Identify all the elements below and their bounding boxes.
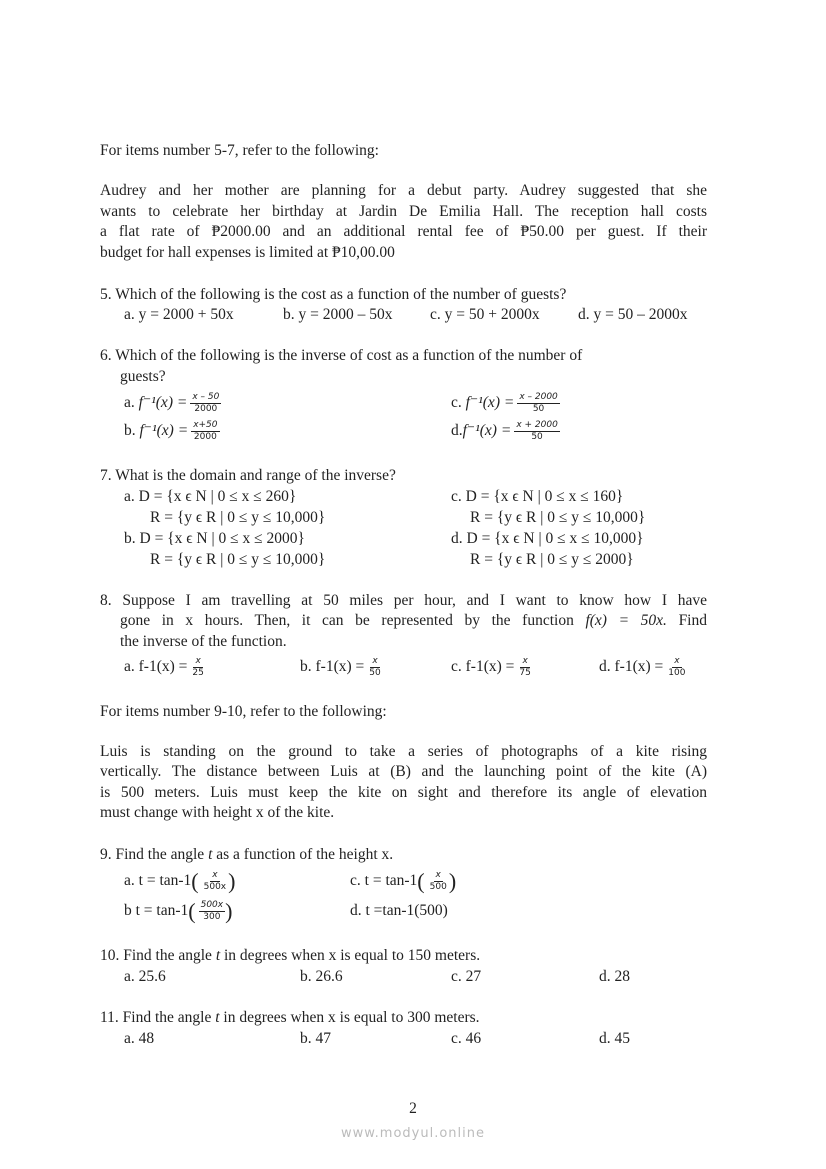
q7-option-b-range: R = {y ϵ R | 0 ≤ y ≤ 10,000} bbox=[150, 551, 326, 568]
para2-line: vertically. The distance between Luis at (B) and the launching point of the kite (A) bbox=[100, 763, 707, 780]
q10-option-d: d. 28 bbox=[599, 968, 630, 985]
para1-line: a flat rate of ₱2000.00 and an additional rental fee of ₱50.00 per guest. If their bbox=[100, 223, 707, 240]
page-number: 2 bbox=[409, 1100, 417, 1117]
q8-option-d: d. f-1(x) = $\frac{x}{100}$ bbox=[599, 656, 686, 678]
q6-option-d: d.f⁻¹(x) = $\frac{x + 2000}{50}$ bbox=[451, 420, 558, 442]
q11-option-c: c. 46 bbox=[451, 1030, 482, 1047]
q9-question: 9. Find the angle t as a function of the height x. bbox=[100, 846, 394, 863]
watermark: www.modyul.online bbox=[340, 1126, 486, 1141]
q10-option-a: a. 25.6 bbox=[124, 968, 166, 985]
para2-line: must change with height x of the kite. bbox=[100, 804, 335, 821]
q11-option-d: d. 45 bbox=[599, 1030, 630, 1047]
intro-9-10: For items number 9-10, refer to the following: bbox=[100, 703, 387, 720]
q8-option-a: a. f-1(x) = $\frac{x}{25}$ bbox=[124, 656, 204, 678]
q8-question: 8. Suppose I am travelling at 50 miles per hour, and I want to know how I have bbox=[100, 592, 707, 609]
q6-question-cont: guests? bbox=[120, 368, 166, 385]
q6-option-a: a. f⁻¹(x) = $\frac{x - 50}{2000}$ bbox=[124, 392, 220, 414]
q5-option-d: d. y = 50 – 2000x bbox=[578, 306, 688, 323]
para1-line: Audrey and her mother are planning for a debut party. Audrey suggested that she bbox=[100, 182, 707, 199]
q9-option-d: d. t =tan-1(500) bbox=[350, 902, 448, 919]
intro-5-7: For items number 5-7, refer to the following: bbox=[100, 142, 379, 159]
q5-option-b: b. y = 2000 – 50x bbox=[283, 306, 393, 323]
q6-option-b: b. f⁻¹(x) = $\frac{x+50}{2000}$ bbox=[124, 420, 218, 442]
q7-option-d-range: R = {y ϵ R | 0 ≤ y ≤ 2000} bbox=[470, 551, 634, 568]
para1-line: budget for hall expenses is limited at ₱10,00.00 bbox=[100, 244, 395, 261]
q8-option-c: c. f-1(x) = $\frac{x}{75}$ bbox=[451, 656, 531, 678]
q8-question-cont: gone in x hours. Then, it can be represented by the function f(x) = 50x. Find bbox=[120, 612, 707, 629]
q11-question: 11. Find the angle t in degrees when x is equal to 300 meters. bbox=[100, 1009, 480, 1026]
q9-option-b: b t = tan-1( $\frac{500x}{300}$ ) bbox=[124, 898, 233, 924]
q7-option-c-domain: c. D = {x ϵ N | 0 ≤ x ≤ 160} bbox=[451, 488, 624, 505]
q6-option-c: c. f⁻¹(x) = $\frac{x - 2000}{50}$ bbox=[451, 392, 558, 414]
para1-line: wants to celebrate her birthday at Jardin De Emilia Hall. The reception hall costs bbox=[100, 203, 707, 220]
q10-option-b: b. 26.6 bbox=[300, 968, 343, 985]
q9-option-c: c. t = tan-1( $\frac{x}{500}$ ) bbox=[350, 868, 457, 894]
q11-option-a: a. 48 bbox=[124, 1030, 155, 1047]
q7-option-c-range: R = {y ϵ R | 0 ≤ y ≤ 10,000} bbox=[470, 509, 646, 526]
q9-option-a: a. t = tan-1( $\frac{x}{500x}$ ) bbox=[124, 868, 236, 894]
q10-option-c: c. 27 bbox=[451, 968, 482, 985]
q8-question-cont2: the inverse of the function. bbox=[120, 633, 287, 650]
q10-question: 10. Find the angle t in degrees when x is equal to 150 meters. bbox=[100, 947, 481, 964]
q7-option-a-domain: a. D = {x ϵ N | 0 ≤ x ≤ 260} bbox=[124, 488, 297, 505]
q6-question: 6. Which of the following is the inverse of cost as a function of the number of bbox=[100, 347, 583, 364]
q11-option-b: b. 47 bbox=[300, 1030, 331, 1047]
q8-option-b: b. f-1(x) = $\frac{x}{50}$ bbox=[300, 656, 381, 678]
para2-line: Luis is standing on the ground to take a series of photographs of a kite rising bbox=[100, 743, 707, 760]
q7-option-d-domain: d. D = {x ϵ N | 0 ≤ x ≤ 10,000} bbox=[451, 530, 644, 547]
q5-option-c: c. y = 50 + 2000x bbox=[430, 306, 540, 323]
q5-option-a: a. y = 2000 + 50x bbox=[124, 306, 234, 323]
q7-question: 7. What is the domain and range of the inverse? bbox=[100, 467, 396, 484]
q7-option-a-range: R = {y ϵ R | 0 ≤ y ≤ 10,000} bbox=[150, 509, 326, 526]
para2-line: is 500 meters. Luis must keep the kite on sight and therefore its angle of elevation bbox=[100, 784, 707, 801]
q7-option-b-domain: b. D = {x ϵ N | 0 ≤ x ≤ 2000} bbox=[124, 530, 305, 547]
q5-question: 5. Which of the following is the cost as a function of the number of guests? bbox=[100, 286, 567, 303]
